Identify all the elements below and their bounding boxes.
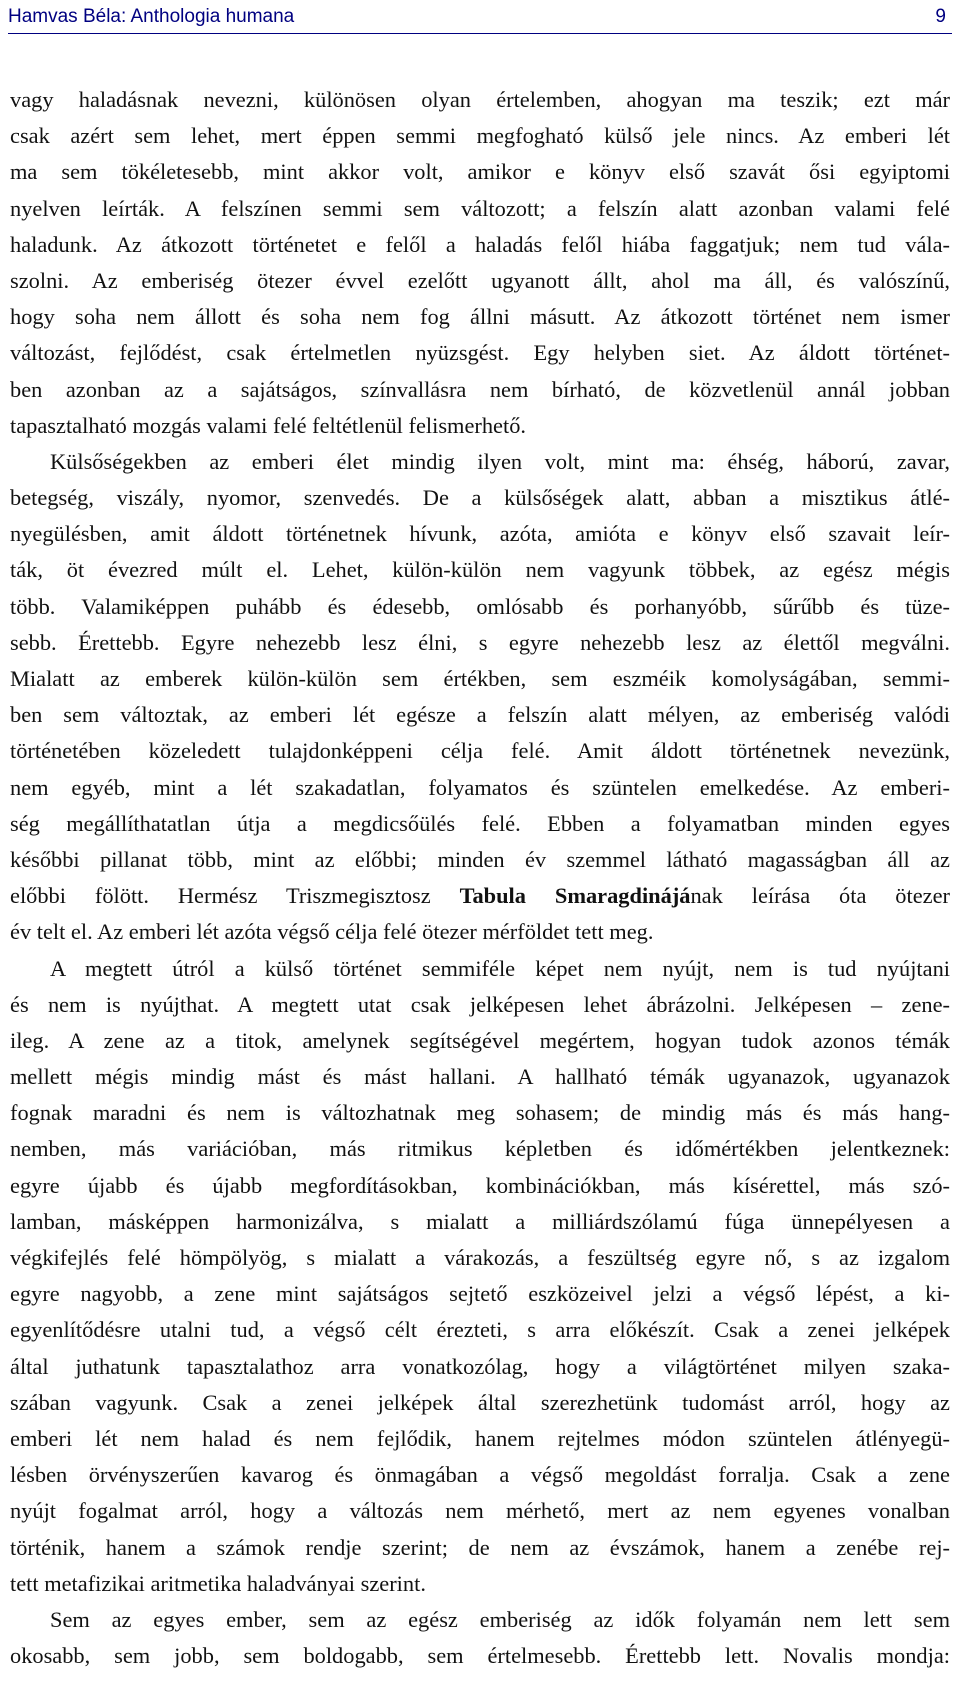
running-header	[8, 0, 952, 34]
text-line: egyenlítődésre utalni tud, a végső célt érezteti, s arra előkészít. Csak a zenei jelképek	[10, 1317, 950, 1343]
text-line: év telt el. Az emberi lét azóta végső célja felé ötezer mérföldet tett meg.	[10, 919, 654, 945]
text-line: mellett mégis mindig mást és mást hallani. A hallható témák ugyanazok, ugyanazok	[10, 1064, 950, 1090]
text-line: nyegülésben, amit áldott történetnek hívunk, azóta, amióta e könyv első szavait leír-	[10, 521, 950, 547]
text-line: történetében közeledett tulajdonképpeni célja felé. Amit áldott történetnek nevezünk,	[10, 738, 950, 764]
text-line: történik, hanem a számok rendje szerint; de nem az évszámok, hanem a zenébe rej-	[10, 1534, 950, 1560]
text-line: hogy soha nem állott és soha nem fog állni másutt. Az átkozott történet nem ismer	[10, 304, 950, 330]
text-line: és nem is nyújthat. A megtett utat csak jelképesen lehet ábrázolni. Jelképesen – zene-	[10, 991, 950, 1017]
text-line: szolni. Az emberiség ötezer évvel ezelőtt ugyanott állt, ahol ma áll, és valószínű,	[10, 267, 950, 293]
text-line: ben sem változtak, az emberi lét egésze a felszín alatt mélyen, az emberiség valódi	[10, 702, 950, 728]
text-line: több. Valamiképpen puhább és édesebb, omlósabb és porhanyóbb, sűrűbb és tüze-	[10, 593, 950, 619]
text-line: Külsőségekben az emberi élet mindig ilyen volt, mint ma: éhség, háború, zavar,	[50, 448, 950, 474]
text-line: csak azért sem lehet, mert éppen semmi megfogható külső jele nincs. Az emberi lét	[10, 123, 950, 149]
text-line: ták, öt évezred múlt el. Lehet, külön-külön nem vagyunk többek, az egész mégis	[10, 557, 950, 583]
header-title: Hamvas Béla: Anthologia humana	[8, 6, 295, 27]
text-line: ileg. A zene az a titok, amelynek segítségével megértem, hogyan tudok azonos témák	[10, 1027, 950, 1053]
text-line: ben azonban az a sajátságos, színvallásra nem bírható, de közvetlenül annál jobban	[10, 376, 950, 402]
text-segment: nak leírása óta ötezer	[690, 883, 950, 909]
body-text	[10, 82, 950, 1674]
text-line: végkifejlés felé hömpölyög, s mialatt a várakozás, a feszültség egyre nő, s az izgalom	[10, 1245, 950, 1270]
text-line: okosabb, sem jobb, sem boldogabb, sem értelmesebb. Érettebb lett. Novalis mondja:	[10, 1643, 950, 1669]
text-line: nemben, más variációban, más ritmikus képletben és időmértékben jelentkeznek:	[10, 1136, 950, 1162]
text-line: emberi lét nem halad és nem fejlődik, hanem rejtelmes módon szüntelen átlényegü-	[10, 1425, 950, 1451]
text-line: lamban, másképpen harmonizálva, s mialatt a milliárdszólamú fúga ünnepélyesen a	[10, 1208, 950, 1234]
text-line: fognak maradni és nem is változhatnak meg sohasem; de mindig más és más hang-	[10, 1100, 950, 1126]
text-segment: előbbi fölött. Hermész Triszmegisztosz	[10, 883, 460, 909]
text-line: A megtett útról a külső történet semmiféle képet nem nyújt, nem is tud nyújtani	[50, 955, 950, 981]
text-line: egyre újabb és újabb megfordításokban, kombinációkban, más kísérettel, más szó-	[10, 1172, 950, 1198]
text-line: Sem az egyes ember, sem az egész emberiség az idők folyamán nem lett sem	[50, 1606, 950, 1632]
text-line: tapasztalható mozgás valami felé feltétlenül felismerhető.	[10, 412, 527, 438]
text-line: nyújt fogalmat arról, hogy a változás nem mérhető, mert az nem egyenes vonalban	[10, 1498, 950, 1524]
text-line: lésben örvényszerűen kavarog és önmagában a végső megoldást forralja. Csak a zene	[10, 1462, 950, 1488]
text-line: által juthatunk tapasztalathoz arra vonatkozólag, hogy a világtörténet milyen szaka-	[10, 1353, 950, 1379]
text-line: nem egyéb, mint a lét szakadatlan, folyamatos és szüntelen emelkedése. Az emberi-	[10, 774, 950, 800]
text-line: ma sem tökéletesebb, mint akkor volt, amikor e könyv első szavát ősi egyiptomi	[10, 159, 950, 185]
text-line: ség megállíthatatlan útja a megdicsőülés felé. Ebben a folyamatban minden egyes	[10, 810, 950, 836]
text-line: változást, fejlődést, csak értelmetlen nyüzsgést. Egy helyben siet. Az áldott történet-	[10, 340, 950, 366]
text-line: egyre nagyobb, a zene mint sajátságos sejtető eszközeivel jelzi a végső lépést, a ki-	[10, 1281, 950, 1307]
text-line	[10, 878, 950, 914]
text-line: sebb. Érettebb. Egyre nehezebb lesz élni, s egyre nehezebb lesz az élettől megválni.	[10, 629, 950, 655]
text-line: vagy haladásnak nevezni, különösen olyan értelemben, ahogyan ma teszik; ezt már	[10, 87, 950, 112]
text-line: betegség, viszály, nyomor, szenvedés. De a külsőségek alatt, abban a misztikus átlé-	[10, 485, 950, 511]
text-line: szában vagyunk. Csak a zenei jelképek által szerezhetünk tudomást arról, hogy az	[10, 1389, 950, 1415]
text-line: tett metafizikai aritmetika haladványai szerint.	[10, 1570, 426, 1596]
text-line: Mialatt az emberek külön-külön sem értékben, sem eszméik komolyságában, semmi-	[10, 666, 950, 691]
bold-title: Tabula Smaragdinájá	[459, 883, 691, 909]
text-line: későbbi pillanat több, mint az előbbi; minden év szemmel látható magasságban áll az	[10, 846, 950, 872]
page-number: 9	[935, 6, 946, 27]
text-line: haladunk. Az átkozott történetet e felől a haladás felől hiába faggatjuk; nem tud vála-	[10, 231, 950, 257]
text-line: nyelven leírták. A felszínen semmi sem változott; a felszín alatt azonban valami felé	[10, 195, 950, 221]
